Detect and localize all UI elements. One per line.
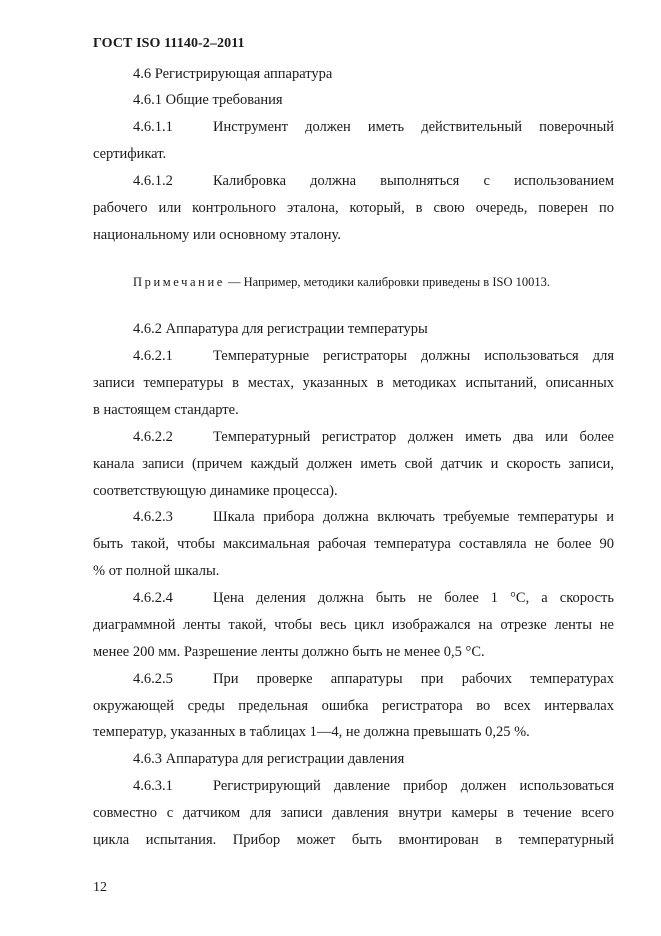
paragraph-number: 4.6.2.1 <box>133 348 173 364</box>
paragraph-number: 4.6.1.2 <box>133 173 173 189</box>
paragraph-number: 4.6.1.1 <box>133 119 173 135</box>
paragraph-4-6-1-2-line-1: 4.6.1.2 Калибровка должна выполняться с использованием <box>133 173 614 189</box>
paragraph-4-6-2-1-line-3: в настоящем стандарте. <box>93 402 239 418</box>
section-4-6-3-title: 4.6.3 Аппаратура для регистрации давления <box>133 751 405 767</box>
note <box>133 273 550 291</box>
paragraph-4-6-2-4-line-1: 4.6.2.4 Цена деления должна быть не более 1 °С, а скорость <box>133 590 614 606</box>
paragraph-4-6-2-4-line-3: менее 200 мм. Разрешение ленты должно быть не менее 0,5 °С. <box>93 644 485 660</box>
note-label: Примечание <box>133 275 225 289</box>
paragraph-4-6-2-2-line-3: соответствующую динамике процесса). <box>93 483 338 499</box>
paragraph-number: 4.6.2.3 <box>133 509 173 525</box>
section-4-6-1-title: 4.6.1 Общие требования <box>133 92 283 108</box>
paragraph-4-6-1-2-line-3: национальному или основному эталону. <box>93 227 341 243</box>
paragraph-4-6-2-5-line-2: окружающей среды предельная ошибка регистратора во всех интервалах <box>93 698 614 714</box>
standard-header: ГОСТ ISO 11140-2–2011 <box>93 36 245 51</box>
paragraph-4-6-2-2-line-1: 4.6.2.2 Температурный регистратор должен иметь два или более <box>133 429 614 445</box>
paragraph-number: 4.6.2.5 <box>133 671 173 687</box>
paragraph-4-6-3-1-line-1: 4.6.3.1 Регистрирующий давление прибор должен использоваться <box>133 778 614 794</box>
paragraph-4-6-2-1-line-2: записи температуры в местах, указанных в методиках испытаний, описанных <box>93 375 614 391</box>
page-number: 12 <box>93 880 107 895</box>
paragraph-number: 4.6.3.1 <box>133 778 173 794</box>
paragraph-4-6-2-1-line-1: 4.6.2.1 Температурные регистраторы должны использоваться для <box>133 348 614 364</box>
paragraph-number: 4.6.2.2 <box>133 429 173 445</box>
paragraph-4-6-2-5-line-1: 4.6.2.5 При проверке аппаратуры при рабочих температурах <box>133 671 614 687</box>
paragraph-4-6-3-1-line-2: совместно с датчиком для записи давления внутри камеры в течение всего <box>93 805 614 821</box>
paragraph-4-6-2-3-line-1: 4.6.2.3 Шкала прибора должна включать требуемые температуры и <box>133 509 614 525</box>
paragraph-4-6-1-1-line-1: 4.6.1.1 Инструмент должен иметь действительный поверочный <box>133 119 614 135</box>
paragraph-4-6-2-2-line-2: канала записи (причем каждый должен иметь свой датчик и скорость записи, <box>93 456 614 472</box>
section-4-6-2-title: 4.6.2 Аппаратура для регистрации температуры <box>133 321 428 337</box>
paragraph-number: 4.6.2.4 <box>133 590 173 606</box>
paragraph-4-6-2-4-line-2: диаграммной ленты такой, чтобы весь цикл изображался на отрезке ленты не <box>93 617 614 633</box>
paragraph-4-6-1-1-line-2: сертификат. <box>93 146 167 162</box>
paragraph-4-6-2-5-line-3: температур, указанных в таблицах 1—4, не должна превышать 0,25 %. <box>93 724 530 740</box>
paragraph-4-6-1-2-line-2: рабочего или контрольного эталона, который, в свою очередь, поверен по <box>93 200 614 216</box>
note-text: — Например, методики калибровки приведены в ISO 10013. <box>224 275 550 289</box>
section-4-6-title: 4.6 Регистрирующая аппаратура <box>133 66 333 82</box>
paragraph-4-6-3-1-line-3: цикла испытания. Прибор может быть вмонтирован в температурный <box>93 832 614 848</box>
paragraph-4-6-2-3-line-2: быть такой, чтобы максимальная рабочая температура составляла не более 90 <box>93 536 614 552</box>
paragraph-4-6-2-3-line-3: % от полной шкалы. <box>93 563 220 579</box>
